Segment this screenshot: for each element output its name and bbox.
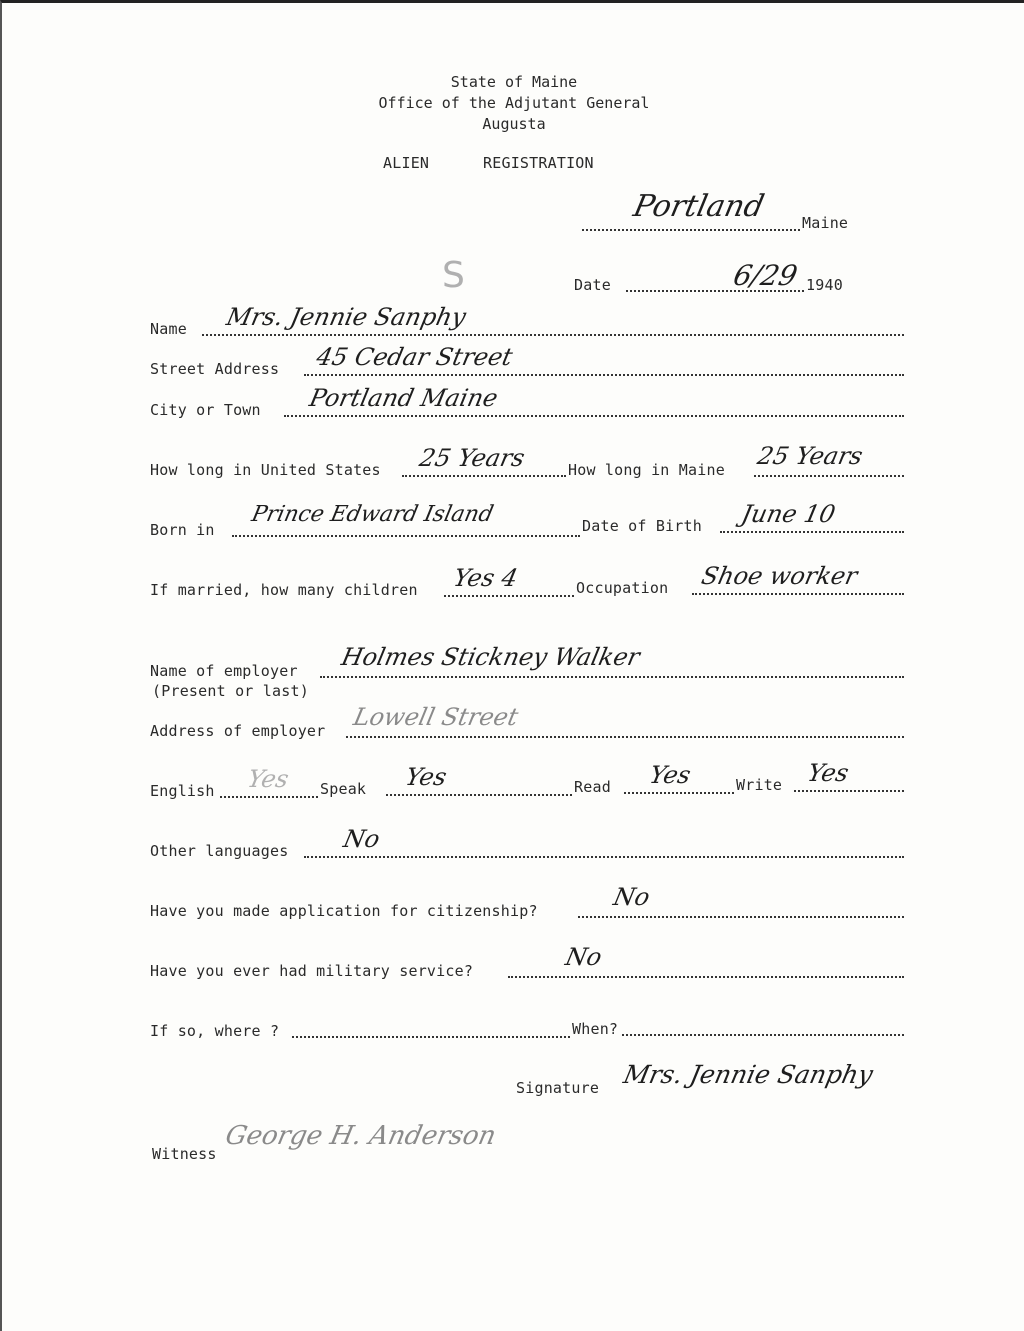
employer-address-value: Lowell Street — [351, 703, 521, 731]
witness-value: George H. Anderson — [222, 1121, 499, 1151]
city-value: Portland Maine — [307, 384, 501, 412]
born-value: Prince Edward Island — [249, 502, 496, 527]
read-line — [624, 792, 734, 794]
other-languages-label: Other languages — [150, 842, 289, 860]
employer-value: Holmes Stickney Walker — [339, 643, 643, 671]
signature-label: Signature — [516, 1079, 600, 1097]
write-label: Write — [736, 776, 783, 794]
header-state: State of Maine — [450, 73, 578, 91]
witness-label: Witness — [152, 1145, 217, 1163]
born-label: Born in — [150, 521, 215, 539]
children-label: If married, how many children — [150, 581, 418, 599]
children-value: Yes 4 — [451, 564, 521, 592]
date-value: 6/29 — [730, 259, 801, 292]
where-line — [292, 1036, 570, 1038]
birth-date-label: Date of Birth — [582, 517, 702, 535]
other-languages-value: No — [341, 825, 383, 853]
when-line — [622, 1034, 904, 1036]
occupation-line — [692, 593, 904, 595]
street-value: 45 Cedar Street — [314, 343, 516, 371]
employer-sublabel: (Present or last) — [152, 682, 309, 700]
filing-mark: S — [442, 255, 465, 296]
military-value: No — [563, 943, 605, 971]
employer-line — [320, 676, 904, 678]
military-label: Have you ever had military service? — [150, 962, 474, 980]
us-duration-line — [402, 475, 566, 477]
form-title-alien: ALIEN — [383, 154, 430, 172]
name-line — [202, 334, 904, 336]
maine-duration-line — [754, 475, 904, 477]
other-languages-line — [304, 856, 904, 858]
born-line — [232, 535, 580, 537]
employer-address-label: Address of employer — [150, 722, 326, 740]
write-value: Yes — [805, 759, 852, 787]
occupation-value: Shoe worker — [699, 562, 860, 590]
header-office: Office of the Adjutant General — [378, 94, 650, 112]
date-year: 1940 — [806, 276, 843, 294]
header-city: Augusta — [482, 115, 546, 133]
city-line — [284, 415, 904, 417]
place-line — [582, 229, 800, 231]
employer-address-line — [346, 736, 904, 738]
date-label: Date — [574, 276, 611, 294]
form-title-registration: REGISTRATION — [483, 154, 594, 172]
signature-value: Mrs. Jennie Sanphy — [620, 1060, 876, 1089]
english-value: Yes — [245, 765, 292, 793]
read-value: Yes — [647, 761, 694, 789]
military-line — [508, 976, 904, 978]
city-label: City or Town — [150, 401, 261, 419]
place-label: Maine — [802, 214, 849, 232]
speak-label: Speak — [320, 780, 367, 798]
write-line — [794, 790, 904, 792]
birth-date-line — [720, 531, 904, 533]
when-label: When? — [572, 1020, 619, 1038]
citizenship-line — [578, 916, 904, 918]
citizenship-value: No — [611, 883, 653, 911]
name-value: Mrs. Jennie Sanphy — [224, 303, 469, 331]
street-label: Street Address — [150, 360, 280, 378]
read-label: Read — [574, 778, 611, 796]
place-value: Portland — [630, 189, 768, 224]
name-label: Name — [150, 320, 187, 338]
occupation-label: Occupation — [576, 579, 669, 597]
street-line — [304, 374, 904, 376]
speak-value: Yes — [403, 763, 450, 791]
citizenship-label: Have you made application for citizenship? — [150, 902, 538, 920]
birth-date-value: June 10 — [739, 500, 838, 528]
children-line — [444, 595, 574, 597]
maine-duration-label: How long in Maine — [568, 461, 725, 479]
english-label: English — [150, 782, 215, 800]
english-line — [220, 796, 318, 798]
where-label: If so, where ? — [150, 1022, 280, 1040]
employer-label: Name of employer — [150, 662, 298, 680]
us-duration-label: How long in United States — [150, 461, 381, 479]
maine-duration-value: 25 Years — [755, 442, 866, 470]
us-duration-value: 25 Years — [417, 444, 528, 472]
speak-line — [386, 794, 572, 796]
